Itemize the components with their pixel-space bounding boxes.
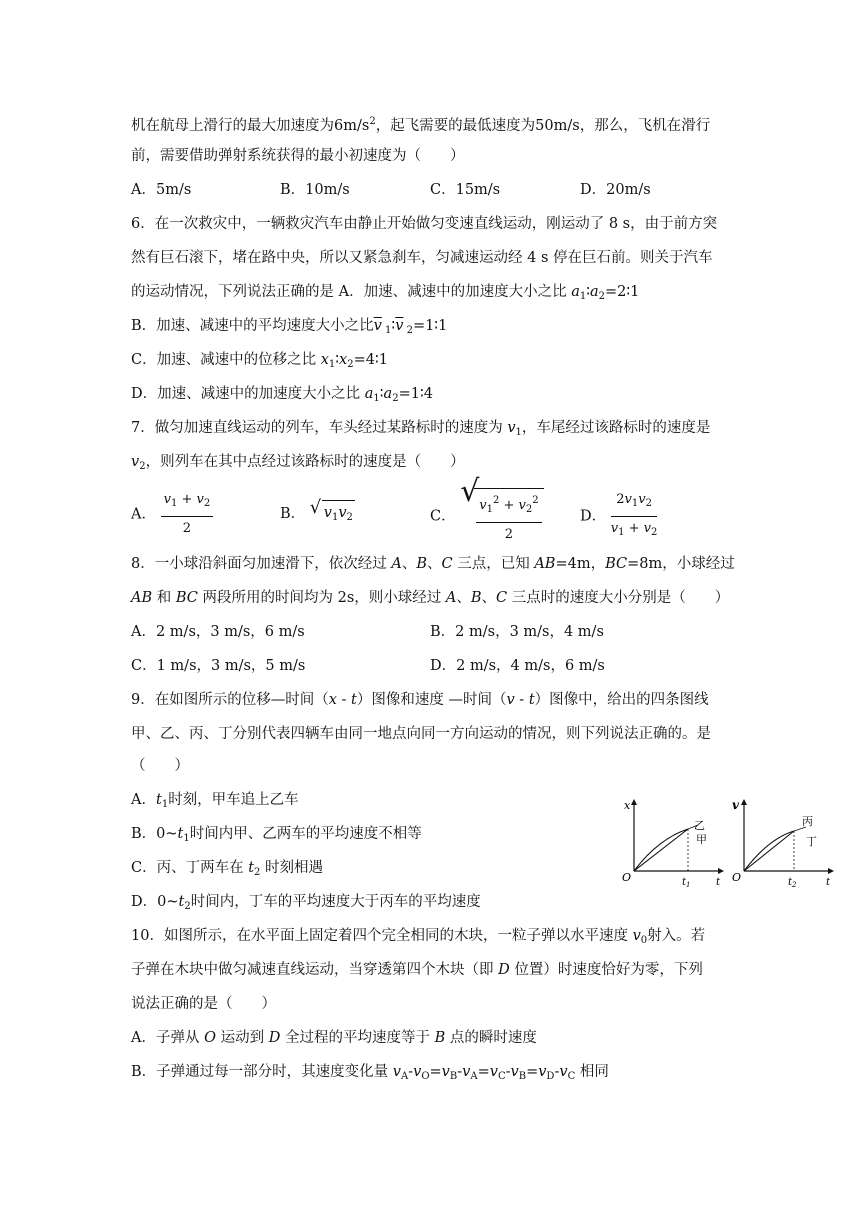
q10-option-a: A．子弹从 O 运动到 D 全过程的平均速度等于 B 点的瞬时速度: [131, 1030, 537, 1046]
q10-line3: 说法正确的是（ ）: [131, 996, 276, 1012]
vt-tick-label: $t_2$: [788, 877, 797, 887]
vt-curve-label-ding: 丁: [806, 835, 817, 848]
vt-xlabel: t: [826, 877, 831, 887]
xt-curve-label-jia: 甲: [696, 833, 707, 846]
xt-origin: O: [622, 871, 632, 884]
q7-option-a: A． $\frac{v_1 + v_2}{2}$: [131, 490, 213, 539]
q8-option-c: C．1 m/s，3 m/s，5 m/s: [131, 658, 306, 674]
vt-curve-label-bing: 丙: [802, 815, 813, 828]
q10-line2: 子弹在木块中做匀减速直线运动，当穿透第四个木块（即 D 位置）时速度恰好为零，下列: [131, 962, 703, 978]
q5-option-c: C．15m/s: [430, 182, 501, 198]
vt-origin: O: [732, 871, 742, 884]
q5-option-d: D．20m/s: [580, 182, 651, 198]
q9-line1: 9．在如图所示的位移—时间（x - t）图像和速度 —时间（v - t）图像中，给出的四条图线: [131, 692, 709, 708]
vt-graph: [728, 795, 834, 887]
q9-line2: 甲、乙、丙、丁分别代表四辆车由同一地点向同一方向运动的情况，则下列说法正确的。是: [131, 726, 711, 742]
q8-line2: AB 和 BC 两段所用的时间均为 2s，则小球经过 A、B、C 三点时的速度大小分别是（ ）: [131, 590, 730, 606]
q9-option-c: C．丙、丁两车在 $t_2$ 时刻相遇: [131, 860, 324, 878]
q7-option-b: B． √ $v_1v_2$: [280, 500, 355, 528]
q7-option-c: C． √ $\frac{v_1^2 + v_2^2}{2}$: [430, 488, 544, 545]
q9-option-d: D．$0\sim t_2$时间内，丁车的平均速度大于丙车的平均速度: [131, 894, 481, 912]
xt-xlabel: t: [716, 877, 721, 887]
q7-option-d: D． $\frac{2v_1v_2}{v_1 + v_2}$: [580, 492, 658, 538]
q5-line1: 机在航母上滑行的最大加速度为$6m/s^2$，起飞需要的最低速度为50m/s，那么，飞机在滑行: [131, 116, 711, 134]
q10-line1: 10．如图所示，在水平面上固定着四个完全相同的木块，一粒子弹以水平速度 $v_0$射入。若: [131, 928, 706, 946]
xt-ylabel: x: [624, 799, 631, 812]
q9-line3: （ ）: [131, 758, 189, 774]
xt-tick-label: $t_1$: [682, 877, 691, 887]
xt-graph: [618, 795, 724, 887]
vt-ylabel: v: [732, 798, 739, 812]
q8-line1: 8．一小球沿斜面匀加速滑下，依次经过 A、B、C 三点，已知 AB=4m，BC=8m，小球经过: [131, 556, 735, 572]
q8-option-d: D．2 m/s，4 m/s，6 m/s: [430, 658, 605, 674]
q5-option-b: B．10m/s: [280, 182, 350, 198]
q8-option-a: A．2 m/s，3 m/s，6 m/s: [131, 624, 305, 640]
q5-option-a: A．5m/s: [131, 182, 192, 198]
q10-option-b: B．子弹通过每一部分时，其速度变化量 $v_A-v_O=v_B-v_A=v_C-v_B=v_D-v_C$ 相同: [131, 1064, 609, 1082]
q9-option-a: A．$t_1$时刻，甲车追上乙车: [131, 792, 299, 810]
q6-option-b: B．加速、减速中的平均速度大小之比$\overline{v}$ $_1∶\overline{v}$ $_2$=1∶1: [131, 318, 448, 336]
q7-line2: $v_2$，则列车在其中点经过该路标时的速度是（ ）: [131, 454, 465, 472]
curve-jia: [634, 829, 688, 871]
q6-option-d: D．加速、减速中的加速度大小之比 $a_1∶a_2=1∶4$: [131, 386, 433, 404]
q6-line3: 的运动情况，下列说法正确的是 A．加速、减速中的加速度大小之比 $a_1∶a_2=2∶1$: [131, 284, 640, 302]
q7-line1: 7．做匀加速直线运动的列车，车头经过某路标时的速度为 $v_1$，车尾经过该路标时的速度是: [131, 420, 711, 438]
q5-line2: 前，需要借助弹射系统获得的最小初速度为（ ）: [131, 148, 465, 164]
xt-curve-label-yi: 乙: [694, 819, 705, 832]
q6-option-c: C．加速、减速中的位移之比 $x_1∶x_2=4∶1$: [131, 352, 388, 370]
q6-line2: 然有巨石滚下，堵在路中央，所以又紧急刹车，匀减速运动经 4 s 停在巨石前。则关于汽车: [131, 250, 713, 266]
curve-ding: [744, 831, 794, 871]
q9-option-b: B．$0\sim t_1$时间内甲、乙两车的平均速度不相等: [131, 826, 422, 844]
q8-option-b: B．2 m/s，3 m/s，4 m/s: [430, 624, 604, 640]
q6-line1: 6．在一次救灾中，一辆救灾汽车由静止开始做匀变速直线运动，刚运动了 8 s，由于前方突: [131, 216, 718, 232]
